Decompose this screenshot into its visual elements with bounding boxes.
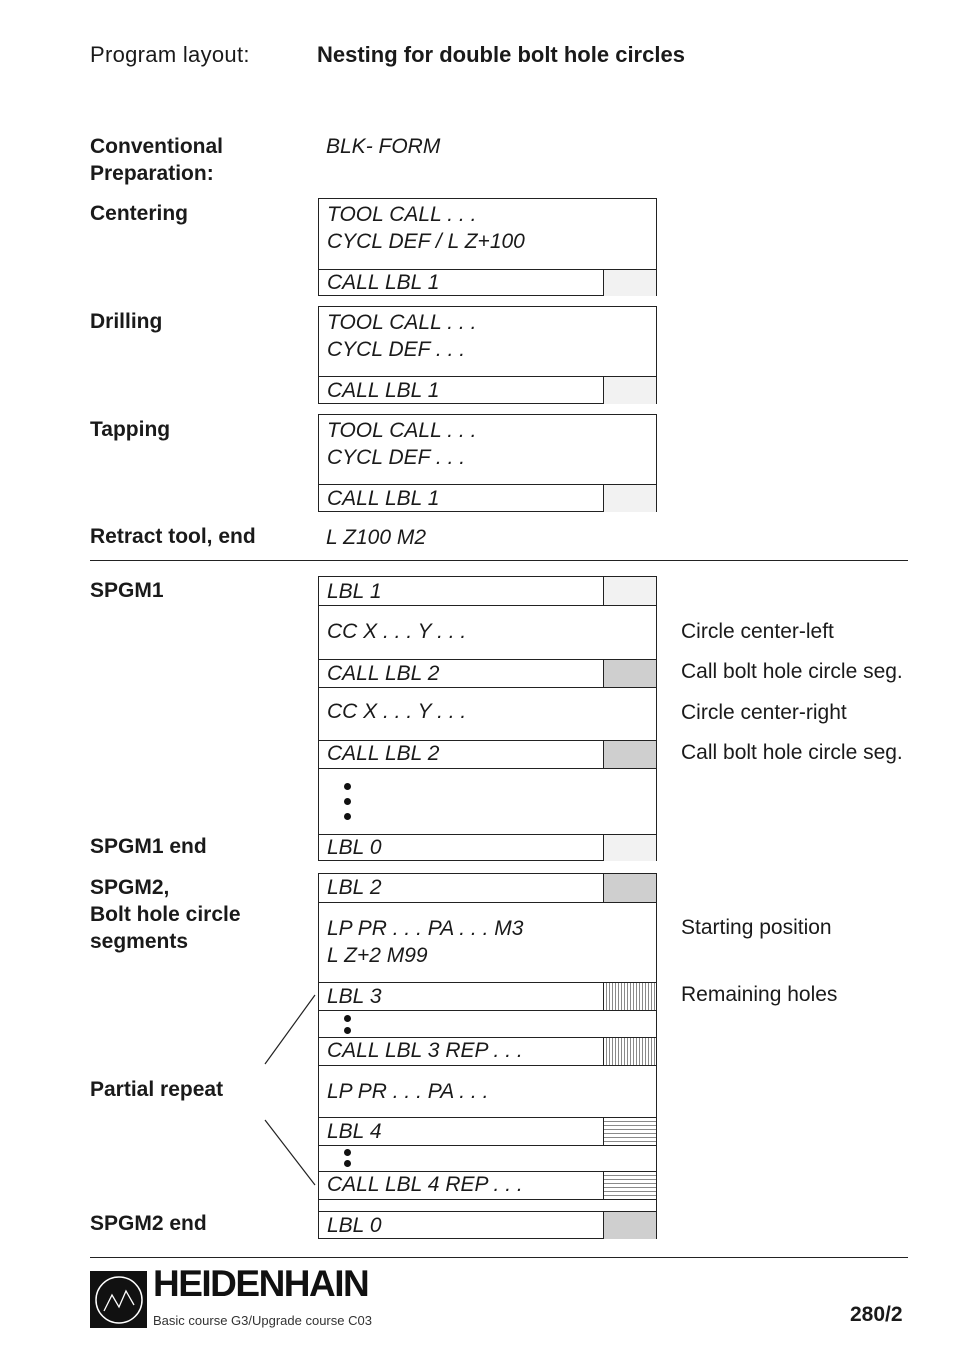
label-conventional: Conventional bbox=[90, 135, 224, 158]
course-name: Basic course G3/Upgrade course C03 bbox=[153, 1313, 372, 1328]
shade-cell bbox=[603, 741, 656, 768]
ellipsis-dot bbox=[344, 1027, 351, 1034]
note-call-seg-1: Call bolt hole circle seg. bbox=[681, 660, 903, 683]
shade-cell bbox=[603, 874, 656, 902]
spgm1-cc-right: CC X . . . Y . . . bbox=[327, 700, 467, 723]
spgm1-lbl1-row bbox=[319, 577, 656, 605]
spgm2-call4: CALL LBL 4 REP . . . bbox=[327, 1173, 523, 1196]
shade-cell bbox=[603, 835, 656, 861]
drilling-call-row bbox=[319, 376, 656, 404]
spgm2-lbl0-row bbox=[319, 1211, 656, 1239]
spgm2-lbl4-row bbox=[319, 1117, 656, 1145]
spgm2-call3-row bbox=[319, 1037, 656, 1065]
label-preparation: Preparation: bbox=[90, 162, 214, 185]
spgm1-call2a: CALL LBL 2 bbox=[327, 662, 440, 685]
spgm1-call2b-row bbox=[319, 740, 656, 768]
label-retract: Retract tool, end bbox=[90, 525, 256, 548]
label-spgm2-end: SPGM2 end bbox=[90, 1212, 207, 1235]
shade-cell bbox=[603, 660, 656, 687]
spgm1-cc-left-row bbox=[319, 605, 656, 659]
label-spgm1: SPGM1 bbox=[90, 579, 164, 602]
label-tapping: Tapping bbox=[90, 418, 171, 441]
spgm1-call2a-row bbox=[319, 659, 656, 687]
spgm2-lp3-row bbox=[319, 1065, 656, 1117]
drilling-line1: TOOL CALL . . . bbox=[327, 311, 477, 334]
ellipsis-dot bbox=[344, 783, 351, 790]
shade-cell bbox=[603, 983, 656, 1010]
code-retract: L Z100 M2 bbox=[326, 526, 427, 549]
tapping-call: CALL LBL 1 bbox=[327, 487, 440, 510]
label-centering: Centering bbox=[90, 202, 189, 225]
drilling-def-row bbox=[319, 307, 656, 376]
brand-name: HEIDENHAIN bbox=[153, 1263, 369, 1304]
tapping-line2: CYCL DEF . . . bbox=[327, 446, 466, 469]
page-title: Nesting for double bolt hole circles bbox=[317, 42, 685, 67]
ellipsis-dot bbox=[344, 1149, 351, 1156]
spgm2-dots4-row bbox=[319, 1145, 656, 1171]
note-cc-right: Circle center-right bbox=[681, 701, 847, 724]
label-segments: segments bbox=[90, 930, 189, 953]
centering-line1: TOOL CALL . . . bbox=[327, 203, 477, 226]
ellipsis-dot bbox=[344, 798, 351, 805]
footer-divider bbox=[90, 1257, 908, 1258]
shade-cell bbox=[603, 1172, 656, 1199]
spgm2-call4-row bbox=[319, 1171, 656, 1199]
label-spgm1-end: SPGM1 end bbox=[90, 835, 207, 858]
centering-block bbox=[318, 198, 657, 296]
spgm1-call2b: CALL LBL 2 bbox=[327, 742, 440, 765]
header-label: Program layout: bbox=[90, 42, 250, 67]
centering-line2: CYCL DEF / L Z+100 bbox=[327, 230, 525, 253]
ellipsis-dot bbox=[344, 813, 351, 820]
page-number: 280/2 bbox=[850, 1303, 903, 1326]
shade-cell bbox=[603, 485, 656, 512]
spgm1-lbl0: LBL 0 bbox=[327, 836, 382, 859]
label-partial-repeat: Partial repeat bbox=[90, 1078, 224, 1101]
note-cc-left: Circle center-left bbox=[681, 620, 834, 643]
tapping-block bbox=[318, 414, 657, 512]
spgm2-lbl0: LBL 0 bbox=[327, 1214, 382, 1237]
spgm1-cc-right-row bbox=[319, 687, 656, 741]
drilling-line2: CYCL DEF . . . bbox=[327, 338, 466, 361]
connector-line-lower bbox=[265, 1120, 315, 1185]
spgm2-lbl3: LBL 3 bbox=[327, 985, 382, 1008]
shade-cell bbox=[603, 1118, 656, 1145]
centering-def-row bbox=[319, 199, 656, 269]
spgm1-ellipsis-row bbox=[319, 768, 656, 834]
drilling-block bbox=[318, 306, 657, 404]
tapping-line1: TOOL CALL . . . bbox=[327, 419, 477, 442]
spgm2-lbl2: LBL 2 bbox=[327, 876, 382, 899]
label-bolt-hole: Bolt hole circle bbox=[90, 903, 241, 926]
code-blk-form: BLK- FORM bbox=[326, 135, 441, 158]
spgm1-cc-left: CC X . . . Y . . . bbox=[327, 620, 467, 643]
shade-cell bbox=[603, 577, 656, 605]
centering-call-row bbox=[319, 269, 656, 296]
tapping-call-row bbox=[319, 484, 656, 512]
drilling-call: CALL LBL 1 bbox=[327, 379, 440, 402]
shade-cell bbox=[603, 1212, 656, 1239]
heidenhain-logo bbox=[90, 1271, 147, 1328]
spgm1-block bbox=[318, 576, 657, 861]
spgm2-dots3-row bbox=[319, 1010, 656, 1037]
note-start-pos: Starting position bbox=[681, 916, 832, 939]
ellipsis-dot bbox=[344, 1160, 351, 1167]
spgm2-lp3: LP PR . . . PA . . . bbox=[327, 1080, 489, 1103]
label-drilling: Drilling bbox=[90, 310, 163, 333]
note-remaining: Remaining holes bbox=[681, 983, 838, 1006]
shade-cell bbox=[603, 1038, 656, 1065]
shade-cell bbox=[603, 377, 656, 404]
logo-mark-icon bbox=[90, 1271, 147, 1328]
shade-cell bbox=[603, 270, 656, 296]
centering-call: CALL LBL 1 bbox=[327, 271, 440, 294]
label-spgm2: SPGM2, bbox=[90, 876, 170, 899]
section-divider bbox=[90, 560, 908, 561]
partial-repeat-connector bbox=[255, 990, 325, 1190]
spgm2-lbl4: LBL 4 bbox=[327, 1120, 382, 1143]
spgm2-lbl2-row bbox=[319, 874, 656, 902]
spgm2-call3: CALL LBL 3 REP . . . bbox=[327, 1039, 523, 1062]
tapping-def-row bbox=[319, 415, 656, 484]
note-call-seg-2: Call bolt hole circle seg. bbox=[681, 741, 903, 764]
spgm2-lp1: LP PR . . . PA . . . M3 bbox=[327, 917, 524, 940]
spgm2-lp-row bbox=[319, 902, 656, 982]
spgm1-lbl0-row bbox=[319, 834, 656, 861]
connector-line-upper bbox=[265, 995, 315, 1064]
spgm2-gap bbox=[318, 1199, 657, 1209]
ellipsis-dot bbox=[344, 1015, 351, 1022]
spgm1-lbl1: LBL 1 bbox=[327, 580, 382, 603]
spgm2-block bbox=[318, 873, 657, 1239]
spgm2-lbl3-row bbox=[319, 982, 656, 1010]
spgm2-lp2: L Z+2 M99 bbox=[327, 944, 428, 967]
